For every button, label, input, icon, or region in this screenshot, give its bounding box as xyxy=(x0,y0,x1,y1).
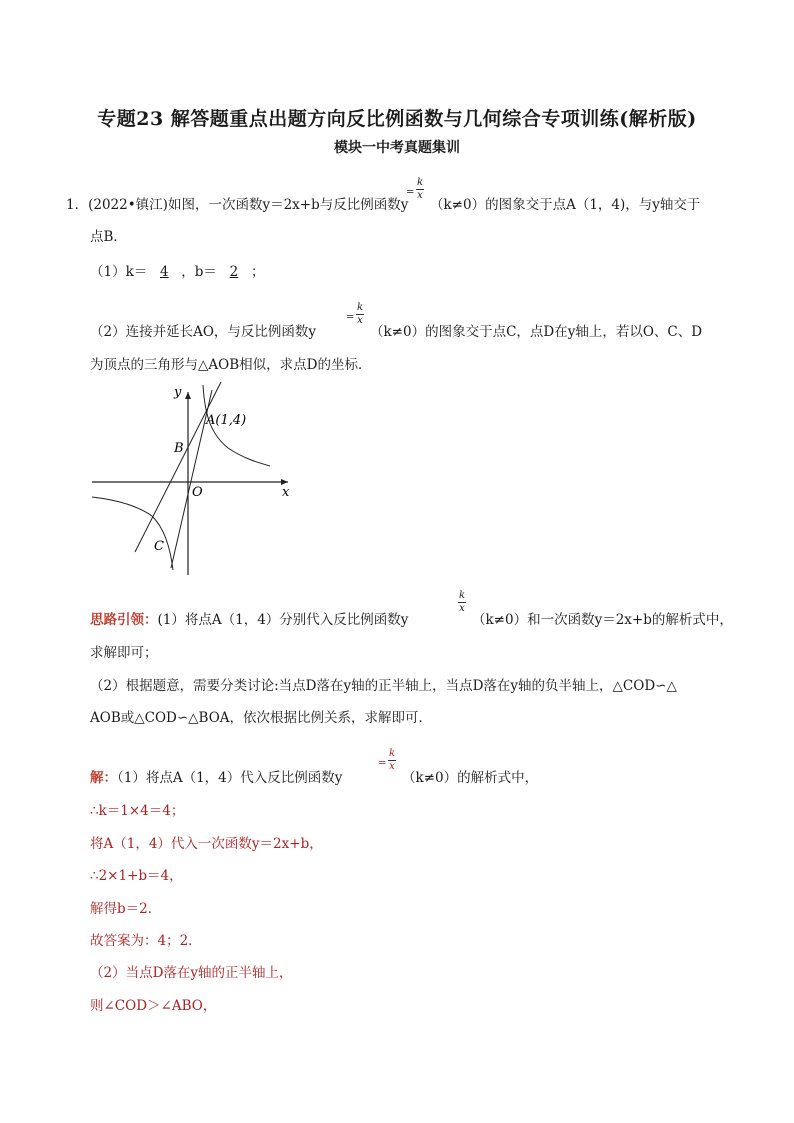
solution-line-2: ∴k＝1×4＝4； xyxy=(90,803,185,819)
fraction-denominator: x xyxy=(389,761,395,772)
b-answer-blank: 2 xyxy=(229,264,239,280)
label-x: x xyxy=(282,485,290,500)
part-1-prefix: （1）k＝ xyxy=(90,264,148,280)
solution-line-4: ∴2×1+b＝4， xyxy=(90,868,183,884)
label-point-A: A(1,4) xyxy=(206,413,247,428)
fraction-equals-4: = xyxy=(378,758,387,769)
y-axis-arrow xyxy=(185,392,191,399)
hint-line-4: AOB或△COD∽△BOA，依次根据比例关系，求解即可． xyxy=(90,710,433,726)
page-subtitle: 模块一中考真题集训 xyxy=(334,140,460,156)
part-2-line-2: 为顶点的三角形与△AOB相似，求点D的坐标． xyxy=(90,357,372,373)
part-2-line-1: （2）连接并延长AO，与反比例函数y xyxy=(90,324,317,340)
hint-line-2: 求解即可； xyxy=(90,645,158,661)
hint-label: 思路引领： xyxy=(90,612,158,628)
fraction-denominator: x xyxy=(459,603,465,614)
solution-label: 解： xyxy=(90,770,117,786)
label-point-C: C xyxy=(154,539,164,554)
fraction-k-over-x xyxy=(416,178,424,201)
function-graph-figure xyxy=(88,380,328,580)
label-origin-O: O xyxy=(192,485,203,500)
solution-line-6: 故答案为：4；2． xyxy=(90,933,202,949)
solution-line-5: 解得b＝2． xyxy=(90,901,162,917)
fraction-denominator: x xyxy=(357,315,363,326)
fraction-numerator: k xyxy=(356,302,364,313)
fraction-numerator: k xyxy=(388,748,396,759)
problem-line-1-tail: （k≠0）的图象交于点A（1，4)，与y轴交于 xyxy=(430,197,701,213)
hint-text: (1）将点A（1，4）分别代入反比例函数y xyxy=(157,612,409,628)
label-point-B: B xyxy=(174,441,184,456)
fraction-equals-2: = xyxy=(346,312,355,323)
hint-line-3: （2）根据题意，需要分类讨论:当点D落在y轴的正半轴上，当点D落在y轴的负半轴上，△COD∽△ xyxy=(90,678,677,694)
hint-line-1-tail: （k≠0）和一次函数y＝2x+b的解析式中， xyxy=(472,612,733,628)
fraction-k-over-x-4 xyxy=(388,749,396,772)
fraction-k-over-x-3 xyxy=(458,591,466,614)
solution-line-1-tail: （k≠0）的解析式中， xyxy=(402,770,539,786)
part-2-line-1-tail: （k≠0）的图象交于点C，点D在y轴上，若以O、C、D xyxy=(370,324,703,340)
k-answer-blank: 4 xyxy=(159,264,169,280)
problem-text: 1．(2022•镇江)如图，一次函数y＝2x+b与反比例函数y xyxy=(66,197,409,213)
fraction-numerator: k xyxy=(416,177,424,188)
hyperbola-branch-left xyxy=(92,497,173,570)
problem-line-1 xyxy=(66,195,408,215)
fraction-numerator: k xyxy=(458,590,466,601)
hint-line-1 xyxy=(90,610,408,630)
solution-line-8: 则∠COD＞∠ABO， xyxy=(90,998,217,1014)
fraction-equals: = xyxy=(406,187,415,198)
fraction-k-over-x-2 xyxy=(356,303,364,326)
solution-line-3: 将A（1，4）代入一次函数y＝2x+b， xyxy=(90,836,323,852)
solution-line-1 xyxy=(90,768,342,788)
solution-text: （1）将点A（1，4）代入反比例函数y xyxy=(117,770,343,786)
solution-line-7: （2）当点D落在y轴的正半轴上， xyxy=(90,965,293,981)
part-1-mid: ，b＝ xyxy=(181,264,217,280)
problem-line-2: 点B． xyxy=(90,229,127,245)
part-1-suffix: ； xyxy=(250,264,265,280)
label-y: y xyxy=(174,385,182,400)
part-1 xyxy=(90,262,264,282)
fraction-denominator: x xyxy=(417,190,423,201)
page-title: 专题23 解答题重点出题方向反比例函数与几何综合专项训练(解析版) xyxy=(97,108,697,130)
